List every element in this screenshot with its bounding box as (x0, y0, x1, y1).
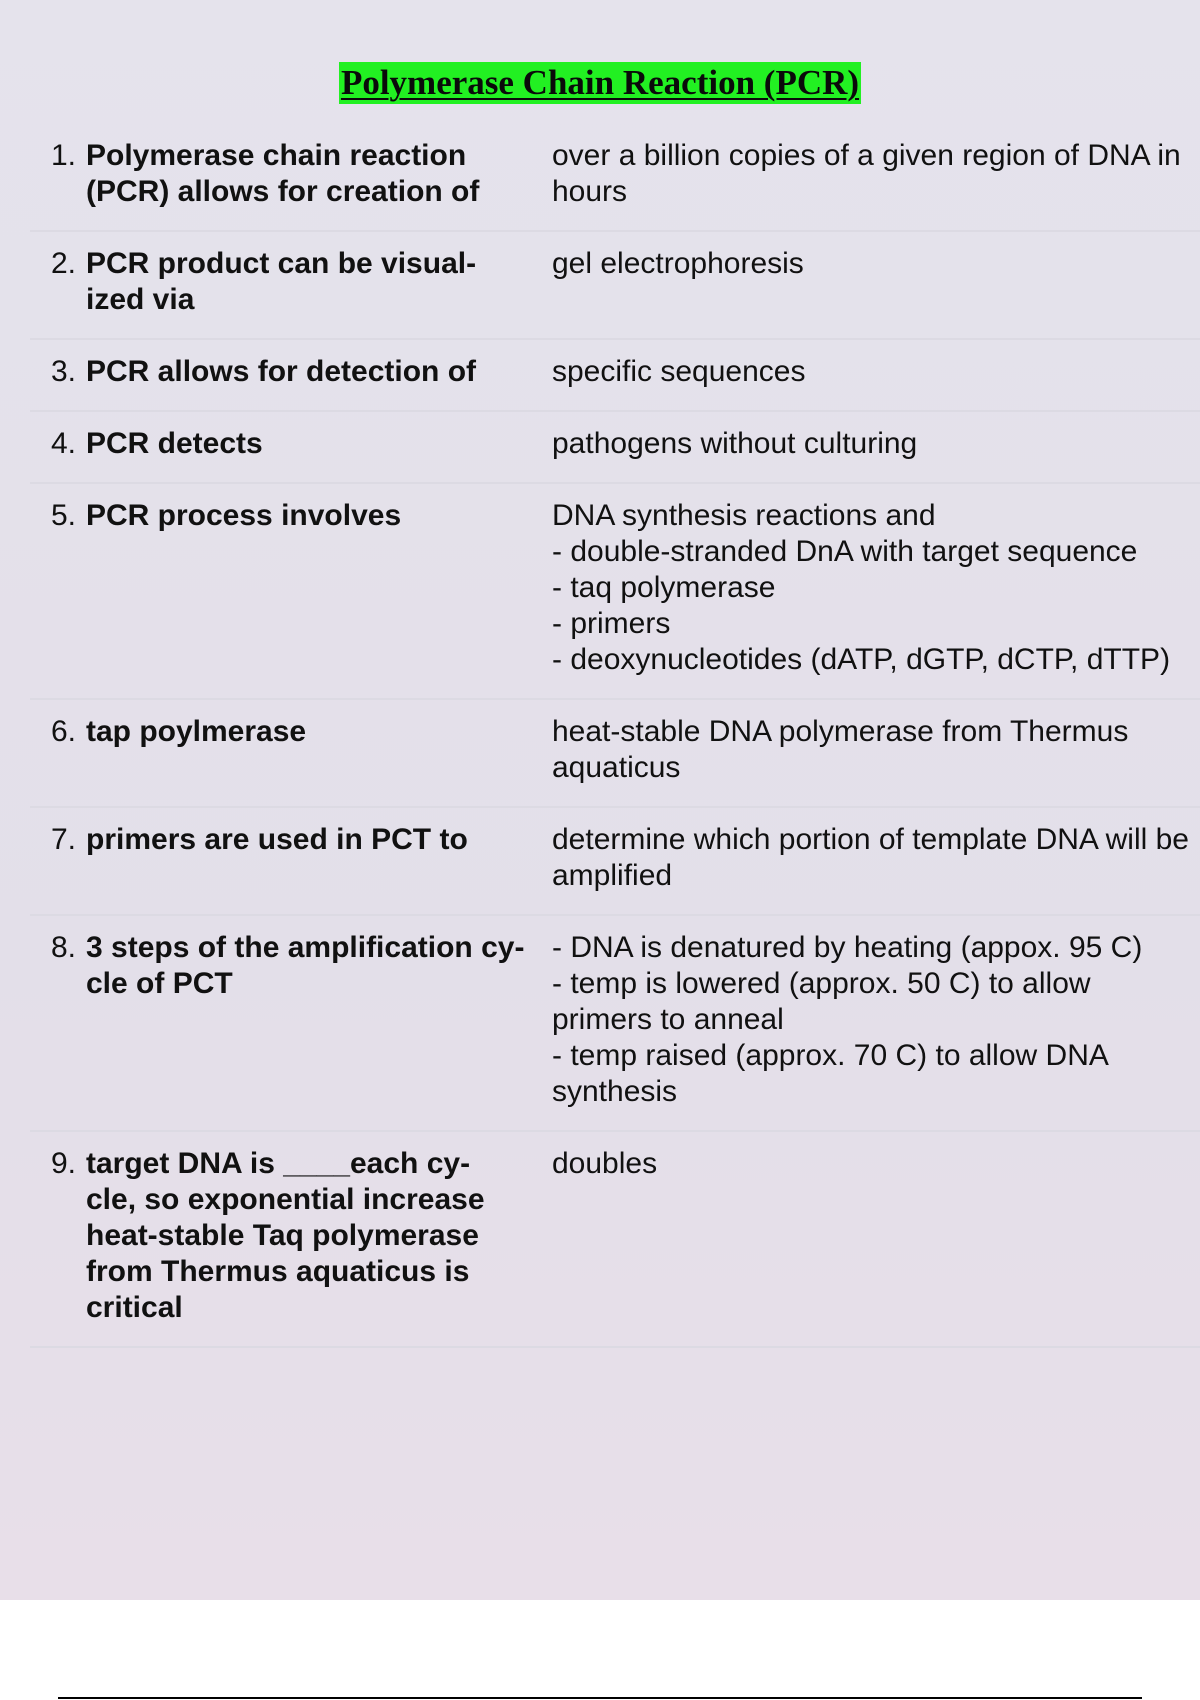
item-definition: determine which portion of template DNA will be amplified (552, 823, 1189, 892)
item-term: PCR process involves (86, 499, 402, 532)
item-term: PCR detects (86, 427, 263, 460)
item-definition: DNA synthesis reactions and - double-stranded DnA with target sequence - taq polymerase - primers - deoxynucleotides (dATP, dGTP, dCTP, dTTP) (552, 499, 1171, 676)
item-term: PCR allows for detection of (86, 355, 477, 388)
list-item (30, 246, 1200, 340)
item-number: 9. (50, 1147, 76, 1180)
item-number: 2. (50, 247, 76, 280)
item-term: target DNA is ____each cy- cle, so exponential increase heat-stable Taq polymerase from Thermus aquaticus is critical (86, 1147, 485, 1324)
item-definition: - DNA is denatured by heating (appox. 95 C) - temp is lowered (approx. 50 C) to allow primers to anneal - temp raised (approx. 70 C) to allow DNA synthesis (552, 931, 1143, 1108)
item-number: 1. (50, 139, 76, 172)
list-item (30, 354, 1200, 412)
item-definition: gel electrophoresis (552, 247, 804, 280)
item-number: 7. (50, 823, 76, 856)
item-definition: specific sequences (552, 355, 806, 388)
list-item (30, 714, 1200, 808)
footer-rule (58, 1697, 1142, 1699)
list-item (30, 1146, 1200, 1348)
item-definition: doubles (552, 1147, 658, 1180)
item-number: 5. (50, 499, 76, 532)
item-term: primers are used in PCT to (86, 823, 468, 856)
flashcard-list (30, 138, 1200, 1362)
item-number: 6. (50, 715, 76, 748)
item-definition: pathogens without culturing (552, 427, 918, 460)
list-item (30, 426, 1200, 484)
list-item (30, 930, 1200, 1132)
item-term: 3 steps of the amplification cy- cle of PCT (86, 931, 525, 1000)
item-definition: heat-stable DNA polymerase from Thermus aquaticus (552, 715, 1129, 784)
item-number: 3. (50, 355, 76, 388)
list-item (30, 138, 1200, 232)
list-item (30, 498, 1200, 700)
item-term: PCR product can be visual- ized via (86, 247, 477, 316)
item-definition: over a billion copies of a given region of DNA in hours (552, 139, 1181, 208)
title-container (0, 62, 1200, 104)
item-term: tap poylmerase (86, 715, 307, 748)
item-term: Polymerase chain reaction (PCR) allows for creation of (86, 139, 480, 208)
item-number: 4. (50, 427, 76, 460)
list-item (30, 822, 1200, 916)
document-title: Polymerase Chain Reaction (PCR) (340, 63, 860, 102)
item-number: 8. (50, 931, 76, 964)
